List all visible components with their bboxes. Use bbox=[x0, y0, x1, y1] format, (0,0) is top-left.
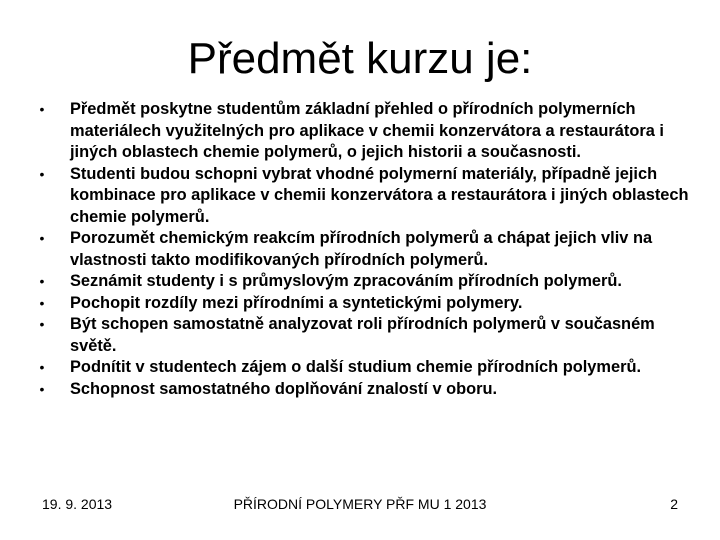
bullet-text: Pochopit rozdíly mezi přírodními a syntetickými polymery. bbox=[70, 293, 523, 312]
bullet-item bbox=[40, 228, 690, 271]
bullet-item bbox=[40, 314, 690, 357]
bullet-text: Studenti budou schopni vybrat vhodné polymerní materiály, případně jejich kombinace pro aplikace v chemii konzervátora a restaurátora i jiných oblastech chemie polymerů. bbox=[70, 164, 689, 226]
footer-date: 19. 9. 2013 bbox=[42, 496, 113, 512]
footer-course-label: PŘÍRODNÍ POLYMERY PŘF MU 1 2013 bbox=[233, 496, 487, 512]
bullet-text: Seznámit studenty i s průmyslovým zpracováním přírodních polymerů. bbox=[70, 272, 622, 290]
bullet-item bbox=[40, 357, 690, 379]
bullet-item bbox=[40, 164, 690, 229]
bullet-text: Předmět poskytne studentům základní přehled o přírodních polymerních materiálech využitelných pro aplikace v chemii konzervátora a restaurátora i jiných oblastech chemie polymerů, o jejich historii a současnosti. bbox=[70, 100, 664, 161]
bullet-item bbox=[40, 271, 690, 293]
bullet-icon: • bbox=[39, 380, 45, 397]
bullet-text: Schopnost samostatného doplňování znalostí v oboru. bbox=[70, 379, 498, 398]
footer-page-number: 2 bbox=[670, 496, 678, 512]
bullet-text: Podnítit v studentech zájem o další studium chemie přírodních polymerů. bbox=[70, 358, 642, 376]
bullet-icon: • bbox=[39, 359, 45, 375]
bullet-item bbox=[40, 293, 690, 315]
bullet-icon: • bbox=[39, 316, 45, 332]
bullet-icon: • bbox=[39, 101, 45, 117]
bullet-text: Být schopen samostatně analyzovat roli přírodních polymerů v současném světě. bbox=[70, 315, 655, 355]
bullet-icon: • bbox=[39, 165, 45, 182]
bullet-icon: • bbox=[39, 230, 45, 246]
bullet-item bbox=[40, 99, 690, 164]
slide-title: Předmět kurzu je: bbox=[187, 34, 533, 83]
bullet-list bbox=[40, 99, 690, 400]
bullet-text: Porozumět chemickým reakcím přírodních polymerů a chápat jejich vliv na vlastnosti takto modifikovaných přírodních polymerů. bbox=[70, 229, 653, 269]
bullet-icon: • bbox=[39, 294, 45, 311]
bullet-item bbox=[40, 379, 690, 401]
bullet-icon: • bbox=[39, 273, 45, 289]
